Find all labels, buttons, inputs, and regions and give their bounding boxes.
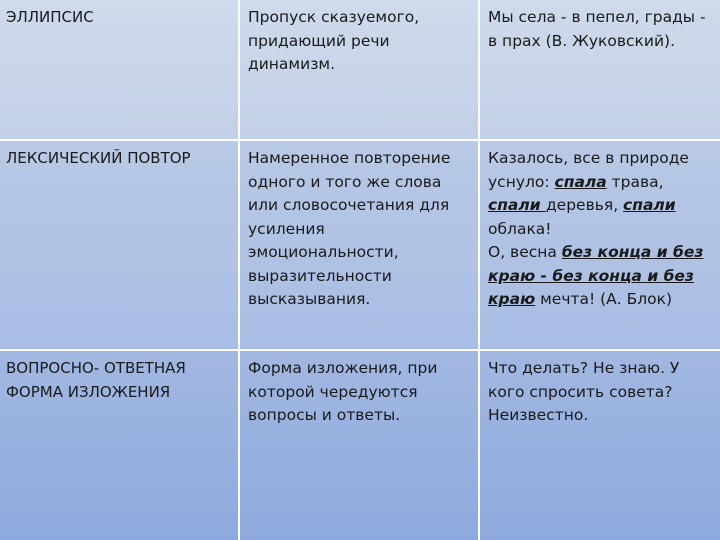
- emphasized-word: спали: [488, 196, 546, 214]
- example-line: Что делать? Не знаю. У: [488, 359, 680, 377]
- example-line: облака!: [488, 219, 552, 238]
- cell-term-question-answer: [0, 351, 240, 540]
- definition-line: или словосочетания для: [248, 196, 450, 214]
- example-text: трава,: [606, 172, 664, 191]
- term-text: ЭЛЛИПСИС: [6, 8, 94, 26]
- definition-line: Намеренное повторение: [248, 149, 451, 167]
- example-text: О, весна: [488, 243, 562, 261]
- example-line: [488, 288, 712, 312]
- emphasized-word: краю: [488, 290, 536, 308]
- example-text: уснуло:: [488, 172, 555, 191]
- cell-definition-question-answer: [240, 351, 480, 540]
- example-text: деревья,: [545, 196, 624, 214]
- example-line: Мы села - в пепел, грады -: [488, 8, 706, 26]
- example-line: Казалось, все в природе: [488, 149, 689, 167]
- definition-line: Пропуск сказуемого,: [248, 8, 420, 26]
- definition-line: выразительности: [248, 266, 392, 285]
- definition-line: усиления: [248, 219, 325, 238]
- example-line: Неизвестно.: [488, 406, 589, 424]
- cell-example-ellipsis: [480, 0, 720, 141]
- cell-example-question-answer: [480, 351, 720, 540]
- example-line: [488, 241, 712, 265]
- definition-line: Форма изложения, при: [248, 359, 438, 377]
- emphasized-phrase: краю - без конца и без: [488, 266, 694, 285]
- example-line: [488, 194, 712, 218]
- cell-definition-lexical-repetition: [240, 141, 480, 351]
- cell-term-ellipsis: [0, 0, 240, 141]
- definition-line: вопросы и ответы.: [248, 406, 401, 424]
- definition-line: эмоциональности,: [248, 243, 399, 261]
- term-text: ВОПРОСНО- ОТВЕТНАЯ: [6, 359, 186, 377]
- example-line: [488, 265, 712, 289]
- example-line: [488, 171, 712, 195]
- emphasized-word: спала: [554, 172, 607, 191]
- definition-line: одного и того же слова: [248, 172, 442, 191]
- example-line: кого спросить совета?: [488, 382, 673, 401]
- cell-definition-ellipsis: [240, 0, 480, 141]
- example-text: мечта! (А. Блок): [535, 290, 673, 308]
- emphasized-phrase: без конца и без: [561, 243, 704, 261]
- definition-line: которой чередуются: [248, 382, 418, 401]
- emphasized-word: спали: [623, 196, 676, 214]
- definition-line: динамизм.: [248, 55, 336, 73]
- definition-line: придающий речи: [248, 31, 390, 50]
- term-text: ФОРМА ИЗЛОЖЕНИЯ: [6, 382, 171, 401]
- term-text: ЛЕКСИЧЕСКИЙ ПОВТОР: [6, 149, 191, 167]
- cell-term-lexical-repetition: [0, 141, 240, 351]
- cell-example-lexical-repetition: [480, 141, 720, 351]
- definition-line: высказывания.: [248, 290, 371, 308]
- example-line: в прах (В. Жуковский).: [488, 31, 676, 50]
